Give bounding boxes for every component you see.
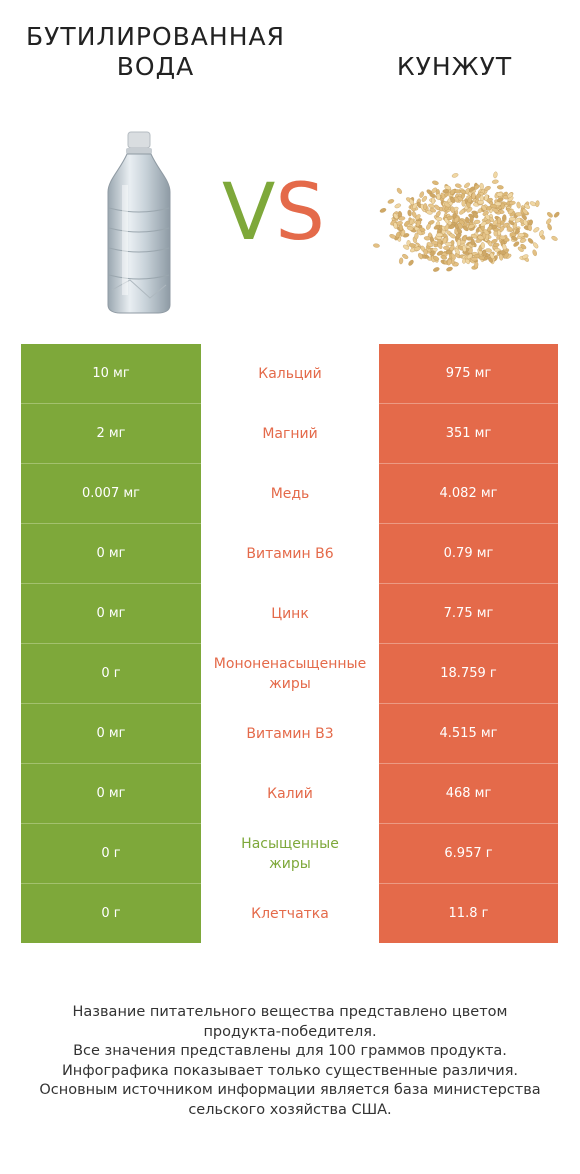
left-value-cell: 2 мг: [21, 404, 201, 463]
left-value-cell: 0 мг: [21, 524, 201, 583]
table-row: [21, 764, 558, 824]
nutrient-name-cell: Витамин B6: [201, 524, 379, 583]
right-value-cell: 4.515 мг: [379, 704, 558, 763]
footer-line: сельского хозяйства США.: [188, 1101, 392, 1118]
right-product-title: КУНЖУТ: [396, 52, 513, 81]
nutrient-name-cell: Кальций: [201, 344, 379, 403]
right-value-cell: 18.759 г: [379, 644, 558, 703]
left-value-cell: 0 г: [21, 824, 201, 883]
table-row: [21, 404, 558, 464]
right-value-cell: 7.75 мг: [379, 584, 558, 643]
table-row: [21, 584, 558, 644]
right-value-cell: 351 мг: [379, 404, 558, 463]
nutrient-name-cell: Калий: [201, 764, 379, 823]
vs-v-letter: V: [222, 168, 276, 258]
nutrient-name-cell: Мононенасыщенные жиры: [201, 644, 379, 703]
footer-line: Основным источником информации является база министерства: [39, 1082, 541, 1098]
footer-line: Название питательного вещества представлено цветом: [72, 1004, 508, 1020]
water-bottle-image: [100, 130, 178, 315]
left-value-cell: 10 мг: [21, 344, 201, 403]
right-value-cell: 11.8 г: [379, 884, 558, 943]
footer-notes: [20, 1003, 560, 1120]
left-product-title-line2: ВОДА: [116, 52, 195, 81]
table-row: [21, 644, 558, 704]
table-row: [21, 824, 558, 884]
left-value-cell: 0 мг: [21, 584, 201, 643]
vs-label: [222, 168, 325, 258]
left-product-title-line1: БУТИЛИРОВАННАЯ: [26, 22, 285, 51]
nutrient-name-cell: Магний: [201, 404, 379, 463]
left-value-cell: 0 г: [21, 644, 201, 703]
right-value-cell: 468 мг: [379, 764, 558, 823]
nutrient-name-cell: Цинк: [201, 584, 379, 643]
left-value-cell: 0 мг: [21, 764, 201, 823]
vs-s-letter: S: [275, 168, 325, 258]
left-value-cell: 0 г: [21, 884, 201, 943]
left-value-cell: 0.007 мг: [21, 464, 201, 523]
left-product-title: [18, 22, 293, 82]
table-row: [21, 884, 558, 944]
nutrient-name-cell: Насыщенные жиры: [201, 824, 379, 883]
table-row: [21, 704, 558, 764]
right-value-cell: 6.957 г: [379, 824, 558, 883]
nutrient-name-cell: Медь: [201, 464, 379, 523]
left-value-cell: 0 мг: [21, 704, 201, 763]
comparison-table: [21, 344, 558, 944]
right-value-cell: 975 мг: [379, 344, 558, 403]
nutrient-name-cell: Клетчатка: [201, 884, 379, 943]
right-value-cell: 0.79 мг: [379, 524, 558, 583]
sesame-seeds-image: [365, 170, 560, 285]
nutrient-name-cell: Витамин B3: [201, 704, 379, 763]
right-value-cell: 4.082 мг: [379, 464, 558, 523]
footer-line: продукта-победителя.: [203, 1023, 377, 1040]
footer-line: Инфографика показывает только существенные различия.: [61, 1062, 519, 1079]
table-row: [21, 464, 558, 524]
table-row: [21, 524, 558, 584]
footer-line: Все значения представлены для 100 граммов продукта.: [73, 1043, 507, 1059]
table-row: [21, 344, 558, 404]
